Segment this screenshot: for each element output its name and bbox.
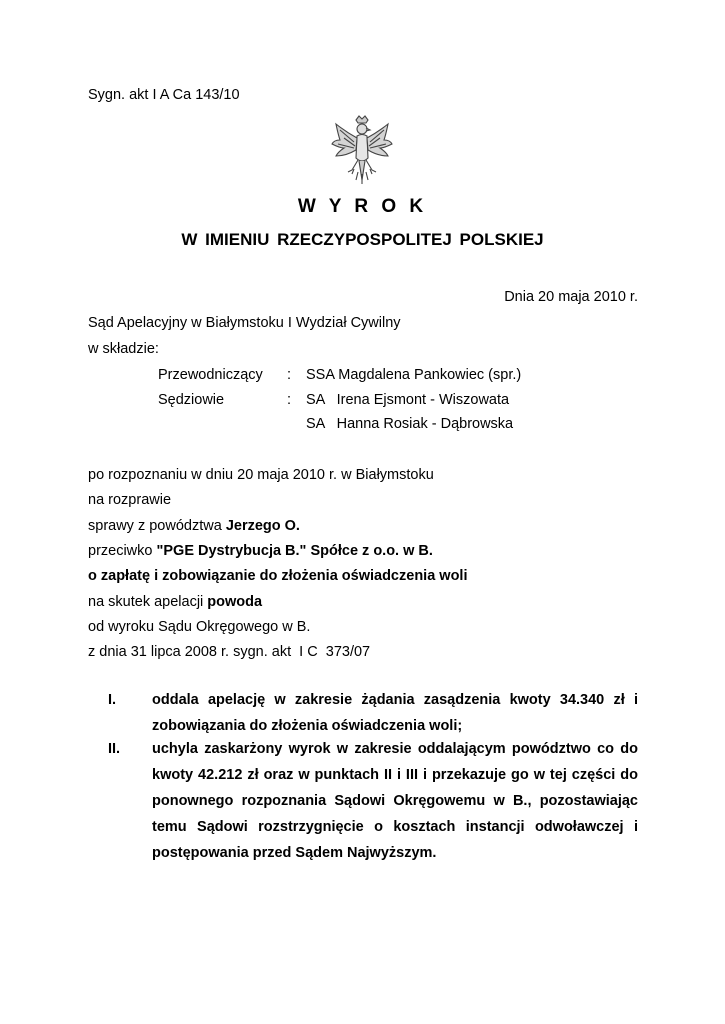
judges-colon: : xyxy=(287,392,292,408)
proceedings-line-1: po rozpoznaniu w dniu 20 maja 2010 r. w Białymstoku xyxy=(88,467,434,483)
appellant: powoda xyxy=(207,594,263,610)
judge-2: SA Hanna Rosiak - Dąbrowska xyxy=(306,416,514,432)
ruling-2-text xyxy=(152,736,638,866)
verdict-date: Dnia 20 maja 2010 r. xyxy=(504,289,638,305)
ruling-2-line: postępowania przed Sądem Najwyższym. xyxy=(152,845,437,861)
ruling-1-text xyxy=(152,687,638,739)
ruling-1-number: I. xyxy=(108,692,117,708)
defendant-prefix: przeciwko xyxy=(88,543,157,559)
claim-subject: o zapłatę i zobowiązanie do złożenia oświadczenia woli xyxy=(88,568,468,584)
ruling-2-line: kwoty 42.212 zł oraz w punktach II i III i przekazuje go w tej części do xyxy=(152,767,638,783)
defendant-line xyxy=(88,543,433,559)
ruling-2-number: II. xyxy=(108,741,121,757)
composition-label: w składzie: xyxy=(88,341,159,357)
ruling-1-line: oddala apelację w zakresie żądania zasądzenia kwoty 34.340 zł i xyxy=(152,692,638,708)
chair-colon: : xyxy=(287,367,292,383)
lower-court-line: od wyroku Sądu Okręgowego w B. xyxy=(88,619,311,635)
plaintiff-line xyxy=(88,518,300,534)
plaintiff-name: Jerzego O. xyxy=(225,518,300,534)
verdict-subtitle: W IMIENIU RZECZYPOSPOLITEJ POLSKIEJ xyxy=(181,230,544,249)
ruling-2-line: uchyla zaskarżony wyrok w zakresie oddalającym powództwo co do xyxy=(152,741,638,757)
judge-1: SA Irena Ejsmont - Wiszowata xyxy=(306,392,510,408)
polish-eagle-emblem-icon xyxy=(330,114,394,186)
ruling-2-line: temu Sądowi rozstrzygnięcie o kosztach instancji odwoławczej i xyxy=(152,819,638,835)
case-signature: Sygn. akt I A Ca 143/10 xyxy=(88,87,240,103)
appeal-prefix: na skutek apelacji xyxy=(88,594,208,610)
proceedings-line-2: na rozprawie xyxy=(88,492,172,508)
judges-label: Sędziowie xyxy=(158,392,225,408)
chair-label: Przewodniczący xyxy=(158,367,263,383)
plaintiff-prefix: sprawy z powództwa xyxy=(88,518,226,534)
ruling-1-line: zobowiązania do złożenia oświadczenia woli; xyxy=(152,718,463,734)
chair-name: SSA Magdalena Pankowiec (spr.) xyxy=(306,367,522,383)
appeal-line xyxy=(88,594,262,610)
lower-court-date-line: z dnia 31 lipca 2008 r. sygn. akt I C 373/07 xyxy=(88,644,371,660)
verdict-title: W Y R O K xyxy=(297,196,428,217)
court-name: Sąd Apelacyjny w Białymstoku I Wydział Cywilny xyxy=(88,315,401,331)
ruling-2-line: ponownego rozpoznania Sądowi Okręgowemu w B., pozostawiając xyxy=(152,793,638,809)
defendant-name: "PGE Dystrybucja B." Spółce z o.o. w B. xyxy=(156,543,433,559)
